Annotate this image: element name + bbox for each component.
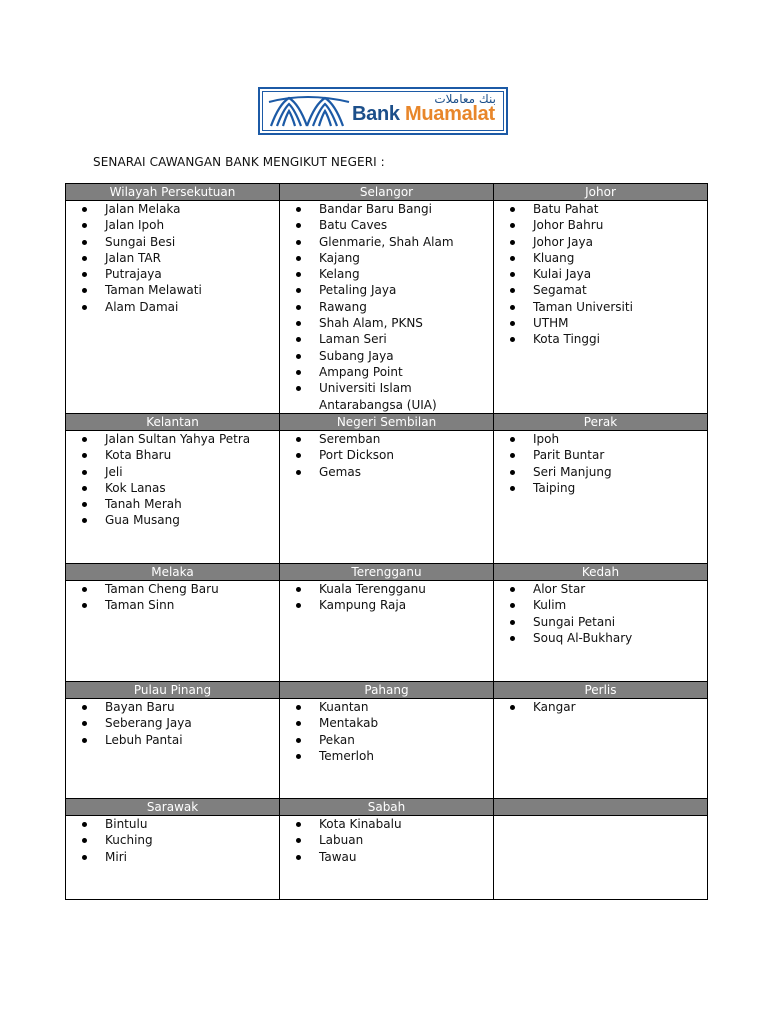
branch-name: Kajang	[319, 250, 360, 265]
bullet-icon	[296, 470, 301, 475]
state-cell	[494, 564, 708, 682]
branch-item	[66, 597, 279, 613]
bullet-icon	[82, 272, 87, 277]
branch-item	[66, 201, 279, 217]
branch-item	[66, 299, 279, 315]
state-header: Kelantan	[66, 414, 279, 431]
branch-item	[66, 715, 279, 731]
branch-list	[66, 699, 279, 748]
branch-name: Jalan Melaka	[105, 202, 181, 216]
branch-name: Taman Melawati	[105, 283, 202, 298]
branch-list	[66, 201, 279, 315]
branch-name: Pekan	[319, 732, 355, 747]
branch-item	[494, 581, 707, 597]
bullet-icon	[82, 822, 87, 827]
branch-name: Putrajaya	[105, 267, 162, 282]
branch-item	[66, 480, 279, 496]
state-header: Pulau Pinang	[66, 682, 279, 699]
table-row	[66, 799, 708, 900]
bullet-icon	[82, 738, 87, 743]
branch-list	[280, 816, 493, 865]
branch-name: Kelang	[319, 267, 360, 282]
bullet-icon	[296, 288, 301, 293]
branch-name: Kulai Jaya	[533, 267, 592, 282]
branch-item	[280, 364, 493, 380]
page-heading: SENARAI CAWANGAN BANK MENGIKUT NEGERI :	[93, 155, 385, 169]
branch-name: Glenmarie, Shah Alam	[319, 234, 454, 249]
bullet-icon	[82, 705, 87, 710]
bullet-icon	[82, 453, 87, 458]
branch-item	[66, 234, 279, 250]
logo-arabic-text: بنك معاملات	[434, 92, 496, 106]
bullet-icon	[82, 603, 87, 608]
state-cell	[494, 799, 708, 900]
branch-name: Labuan	[319, 833, 364, 848]
branch-item	[280, 748, 493, 764]
bullet-icon	[82, 223, 87, 228]
bullet-icon	[510, 636, 515, 641]
table-row	[66, 184, 708, 414]
bullet-icon	[510, 321, 515, 326]
bullet-icon	[82, 305, 87, 310]
state-header: Terengganu	[280, 564, 493, 581]
branch-name: Sungai Besi	[105, 234, 176, 249]
state-header: Kedah	[494, 564, 707, 581]
branch-item	[494, 630, 707, 646]
bullet-icon	[296, 603, 301, 608]
bullet-icon	[296, 256, 301, 261]
branch-name: Tawau	[319, 849, 357, 864]
table-row	[66, 414, 708, 564]
state-cell	[66, 414, 280, 564]
branch-item	[280, 315, 493, 331]
branch-item	[494, 597, 707, 613]
branch-item	[494, 201, 707, 217]
branch-list	[494, 581, 707, 646]
state-cell	[66, 682, 280, 799]
bullet-icon	[82, 721, 87, 726]
branch-item	[280, 431, 493, 447]
bullet-icon	[82, 587, 87, 592]
bullet-icon	[296, 337, 301, 342]
state-cell	[66, 799, 280, 900]
branch-name: Kangar	[533, 700, 576, 714]
bullet-icon	[510, 620, 515, 625]
state-header: Sarawak	[66, 799, 279, 816]
branch-name: Taman Cheng Baru	[105, 582, 219, 596]
bullet-icon	[296, 305, 301, 310]
branch-item	[66, 250, 279, 266]
branch-name: Segamat	[533, 283, 587, 298]
state-cell	[494, 682, 708, 799]
branch-name: Taiping	[533, 480, 576, 495]
branch-item	[66, 832, 279, 848]
branch-list	[280, 699, 493, 764]
branch-item	[494, 431, 707, 447]
branch-item	[280, 816, 493, 832]
branch-name: Alor Star	[533, 582, 586, 596]
branch-item	[280, 201, 493, 217]
state-cell	[494, 414, 708, 564]
branch-item	[280, 832, 493, 848]
branch-name: Jalan Sultan Yahya Petra	[105, 432, 251, 446]
state-cell	[66, 184, 280, 414]
branch-item	[494, 331, 707, 347]
branch-item	[280, 849, 493, 865]
branch-item	[66, 732, 279, 748]
branch-item	[66, 512, 279, 528]
bullet-icon	[510, 453, 515, 458]
bullet-icon	[296, 370, 301, 375]
branch-name: Tanah Merah	[105, 497, 182, 512]
branch-name: Ampang Point	[319, 364, 403, 379]
branch-list	[66, 581, 279, 614]
bullet-icon	[510, 337, 515, 342]
bullet-icon	[296, 207, 301, 212]
bullet-icon	[510, 272, 515, 277]
state-cell	[494, 184, 708, 414]
branch-name: Taman Sinn	[105, 598, 175, 613]
mosque-arches-icon	[267, 94, 351, 130]
bullet-icon	[510, 705, 515, 710]
branch-name: Kluang	[533, 250, 575, 265]
bullet-icon	[82, 207, 87, 212]
branch-list	[280, 581, 493, 614]
branch-name: Souq Al-Bukhary	[533, 630, 633, 645]
branch-item	[280, 732, 493, 748]
branch-name: Lebuh Pantai	[105, 732, 183, 747]
branch-name: Temerloh	[319, 748, 374, 763]
branch-item	[280, 299, 493, 315]
branch-item	[494, 217, 707, 233]
branch-item	[280, 597, 493, 613]
bullet-icon	[82, 288, 87, 293]
branch-name: Port Dickson	[319, 448, 394, 463]
bullet-icon	[296, 587, 301, 592]
branch-item	[280, 447, 493, 463]
branch-item	[66, 699, 279, 715]
state-cell	[280, 799, 494, 900]
branch-name: Kok Lanas	[105, 480, 166, 495]
branch-name: Petaling Jaya	[319, 283, 397, 298]
branch-name: Kuching	[105, 833, 153, 848]
branch-name: Gemas	[319, 464, 361, 479]
bullet-icon	[82, 502, 87, 507]
branch-item	[494, 699, 707, 715]
branch-name: Sungai Petani	[533, 614, 616, 629]
bullet-icon	[82, 855, 87, 860]
bullet-icon	[510, 603, 515, 608]
bullet-icon	[296, 705, 301, 710]
branch-table	[65, 183, 708, 900]
branch-item	[280, 380, 493, 413]
bullet-icon	[296, 354, 301, 359]
state-cell	[280, 414, 494, 564]
bullet-icon	[510, 486, 515, 491]
bullet-icon	[296, 822, 301, 827]
branch-item	[66, 431, 279, 447]
branch-list	[66, 816, 279, 865]
branch-list	[280, 431, 493, 480]
branch-name: Kampung Raja	[319, 598, 407, 613]
branch-item	[280, 581, 493, 597]
branch-item	[280, 699, 493, 715]
branch-name: Kota Bharu	[105, 448, 172, 463]
branch-list	[494, 201, 707, 348]
bullet-icon	[82, 838, 87, 843]
branch-name: Kuantan	[319, 700, 369, 714]
branch-item	[494, 315, 707, 331]
branch-item	[66, 849, 279, 865]
branch-item	[66, 581, 279, 597]
state-header: Perlis	[494, 682, 707, 699]
state-cell	[280, 564, 494, 682]
branch-list	[280, 201, 493, 413]
branch-name: Seberang Jaya	[105, 716, 192, 731]
bullet-icon	[82, 486, 87, 491]
branch-list	[494, 699, 707, 715]
branch-item	[494, 266, 707, 282]
logo-wordmark: Bank Muamalat	[352, 103, 495, 125]
branch-item	[494, 480, 707, 496]
branch-name: Johor Jaya	[533, 234, 593, 249]
branch-name: Parit Buntar	[533, 448, 605, 463]
branch-name: Jalan TAR	[105, 250, 161, 265]
bullet-icon	[510, 288, 515, 293]
branch-list	[66, 431, 279, 529]
branch-name: Seremban	[319, 432, 381, 446]
state-header: Negeri Sembilan	[280, 414, 493, 431]
branch-name: Kulim	[533, 598, 567, 613]
branch-name: Gua Musang	[105, 513, 180, 528]
branch-name: Laman Seri	[319, 332, 387, 347]
branch-item	[280, 282, 493, 298]
branch-item	[280, 266, 493, 282]
branch-item	[280, 250, 493, 266]
branch-name: Subang Jaya	[319, 348, 394, 363]
branch-item	[494, 614, 707, 630]
bullet-icon	[296, 754, 301, 759]
branch-name: Bandar Baru Bangi	[319, 202, 432, 216]
state-header: Sabah	[280, 799, 493, 816]
state-cell	[280, 184, 494, 414]
branch-item	[494, 299, 707, 315]
branch-name: Bintulu	[105, 817, 148, 831]
table-row	[66, 682, 708, 799]
branch-name: Miri	[105, 849, 127, 864]
state-header: Johor	[494, 184, 707, 201]
branch-item	[494, 447, 707, 463]
branch-list	[494, 431, 707, 496]
bank-muamalat-logo	[258, 87, 508, 135]
bullet-icon	[296, 272, 301, 277]
bullet-icon	[510, 240, 515, 245]
branch-item	[66, 266, 279, 282]
bullet-icon	[510, 256, 515, 261]
branch-item	[494, 250, 707, 266]
state-header	[494, 799, 707, 816]
branch-item	[66, 282, 279, 298]
bullet-icon	[82, 437, 87, 442]
bullet-icon	[510, 437, 515, 442]
bullet-icon	[510, 207, 515, 212]
bullet-icon	[296, 240, 301, 245]
branch-item	[494, 234, 707, 250]
state-header: Perak	[494, 414, 707, 431]
bullet-icon	[510, 223, 515, 228]
branch-item	[66, 217, 279, 233]
branch-item	[280, 715, 493, 731]
bullet-icon	[82, 470, 87, 475]
branch-name: Shah Alam, PKNS	[319, 316, 423, 331]
branch-name: Johor Bahru	[533, 218, 604, 233]
branch-name: Jalan Ipoh	[105, 218, 165, 233]
state-cell	[66, 564, 280, 682]
state-header: Wilayah Persekutuan	[66, 184, 279, 201]
bullet-icon	[296, 838, 301, 843]
branch-item	[494, 464, 707, 480]
bullet-icon	[296, 386, 301, 391]
state-cell	[280, 682, 494, 799]
branch-name: Alam Damai	[105, 299, 179, 314]
branch-item	[280, 348, 493, 364]
state-header: Pahang	[280, 682, 493, 699]
branch-item	[280, 234, 493, 250]
bullet-icon	[296, 223, 301, 228]
branch-name: Batu Pahat	[533, 202, 599, 216]
branch-name: Mentakab	[319, 716, 379, 731]
branch-item	[66, 447, 279, 463]
branch-name: Taman Universiti	[533, 299, 633, 314]
branch-item	[280, 464, 493, 480]
branch-name: Seri Manjung	[533, 464, 612, 479]
table-row	[66, 564, 708, 682]
bullet-icon	[296, 453, 301, 458]
bullet-icon	[296, 721, 301, 726]
bullet-icon	[296, 321, 301, 326]
bullet-icon	[296, 437, 301, 442]
bullet-icon	[82, 518, 87, 523]
branch-name: Jeli	[105, 464, 123, 479]
bullet-icon	[82, 256, 87, 261]
bullet-icon	[510, 587, 515, 592]
branch-item	[280, 331, 493, 347]
branch-name: Bayan Baru	[105, 700, 175, 714]
branch-name: Kota Kinabalu	[319, 817, 402, 831]
bullet-icon	[510, 470, 515, 475]
branch-name: Rawang	[319, 299, 367, 314]
branch-name: Kota Tinggi	[533, 332, 600, 347]
state-header: Selangor	[280, 184, 493, 201]
bullet-icon	[82, 240, 87, 245]
bullet-icon	[296, 855, 301, 860]
bullet-icon	[510, 305, 515, 310]
branch-name: UTHM	[533, 316, 569, 331]
branch-item	[494, 282, 707, 298]
branch-item	[66, 816, 279, 832]
state-header: Melaka	[66, 564, 279, 581]
branch-item	[66, 496, 279, 512]
bullet-icon	[296, 738, 301, 743]
branch-name: Ipoh	[533, 432, 560, 446]
branch-name: Kuala Terengganu	[319, 582, 426, 596]
branch-item	[66, 464, 279, 480]
branch-name: Batu Caves	[319, 218, 388, 233]
branch-item	[280, 217, 493, 233]
branch-name: Universiti Islam Antarabangsa (UIA)	[319, 381, 437, 412]
